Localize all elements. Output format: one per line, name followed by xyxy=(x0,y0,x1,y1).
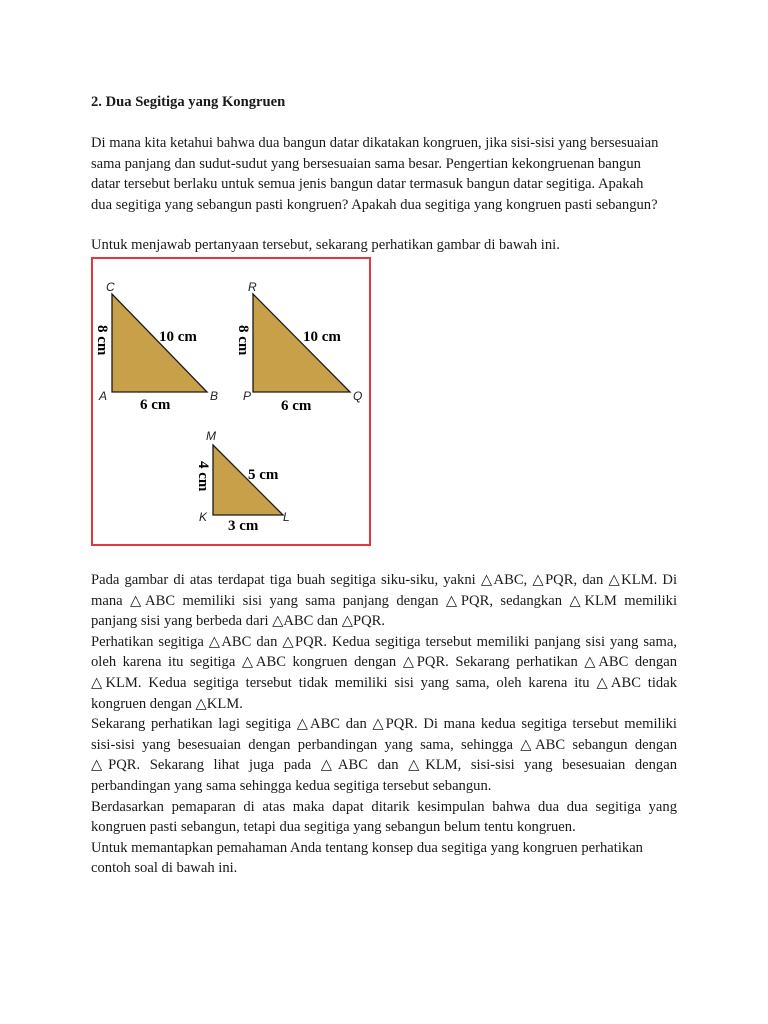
intro-paragraph xyxy=(91,133,677,215)
lead-in-paragraph xyxy=(91,235,677,256)
explanation-line: kongruen pasti sebangun, tetapi dua segitiga yang sebangun belum tentu kongruen. xyxy=(91,819,576,836)
side-label-mk: 4 cm xyxy=(195,461,211,492)
side-label-ml: 5 cm xyxy=(248,467,279,483)
vertex-m: M xyxy=(206,429,216,443)
intro-line: datar tersebut berlaku untuk semua jenis bangun datar termasuk bangun datar segitiga. Apakah xyxy=(91,176,644,193)
vertex-l: L xyxy=(283,510,290,524)
side-label-ab: 6 cm xyxy=(140,397,171,413)
explanation-line: panjang sisi yang berbeda dari △ABC dan △PQR. xyxy=(91,613,386,630)
section-heading: 2. Dua Segitiga yang Kongruen xyxy=(91,94,286,110)
lead-in-text: Untuk menjawab pertanyaan tersebut, sekarang perhatikan gambar di bawah ini. xyxy=(91,237,560,253)
vertex-a: A xyxy=(99,389,108,403)
explanation-line: Pada gambar di atas terdapat tiga buah segitiga siku-siku, yakni △ABC, △PQR, dan △KLM. Di xyxy=(91,572,677,588)
explanation-line: perbandingan yang sama sehingga kedua segitiga tersebut sebangun. xyxy=(91,777,492,794)
vertex-b: B xyxy=(210,389,219,403)
explanation-line: Perhatikan segitiga △ABC dan △PQR. Kedua segitiga tersebut memiliki panjang sisi yang sama, xyxy=(91,633,677,650)
intro-line: sama panjang dan sudut-sudut yang bersesuaian sama besar. Pengertian kekongruenan bangun xyxy=(91,155,641,172)
side-label-rq: 10 cm xyxy=(303,329,341,345)
explanation-line: contoh soal di bawah ini. xyxy=(91,860,238,877)
explanation-paragraph xyxy=(91,570,677,879)
triangles-figure xyxy=(91,257,371,546)
explanation-line: Sekarang perhatikan lagi segitiga △ABC dan △PQR. Di mana kedua segitiga tersebut memiliki xyxy=(91,716,677,733)
intro-line: dua segitiga yang sebangun pasti kongruen? Apakah dua segitiga yang kongruen pasti sebangun? xyxy=(91,196,658,213)
explanation-line: kongruen dengan △KLM. xyxy=(91,695,243,712)
intro-line: Di mana kita ketahui bahwa dua bangun datar dikatakan kongruen, jika sisi-sisi yang bersesuaian xyxy=(91,135,659,151)
triangles-diagram xyxy=(93,259,369,544)
vertex-c: C xyxy=(106,280,115,294)
side-label-rp: 8 cm xyxy=(235,325,251,356)
explanation-line: Untuk memantapkan pemahaman Anda tentang konsep dua segitiga yang kongruen perhatikan xyxy=(91,839,643,856)
explanation-line: △PQR. Sekarang lihat juga pada △ABC dan △KLM, sisi-sisi yang besesuaian dengan xyxy=(91,757,677,774)
vertex-q: Q xyxy=(353,389,363,403)
vertex-p: P xyxy=(243,389,252,403)
side-label-cb: 10 cm xyxy=(159,329,197,345)
explanation-line: Berdasarkan pemaparan di atas maka dapat ditarik kesimpulan bahwa dua dua segitiga yang xyxy=(91,798,677,815)
side-label-pq: 6 cm xyxy=(281,398,312,414)
explanation-line: mana △ABC memiliki sisi yang sama panjang dengan △PQR, sedangkan △KLM memiliki xyxy=(91,592,677,609)
vertex-r: R xyxy=(248,280,257,294)
side-label-kl: 3 cm xyxy=(228,518,259,534)
side-label-ca: 8 cm xyxy=(94,325,110,356)
explanation-line: oleh karena itu segitiga △ABC kongruen dengan △PQR. Sekarang perhatikan △ABC dengan xyxy=(91,654,677,671)
explanation-line: △KLM. Kedua segitiga tersebut tidak memiliki sisi yang sama, oleh karena itu △ABC tidak xyxy=(91,674,677,691)
vertex-k: K xyxy=(199,510,208,524)
explanation-line: sisi-sisi yang besesuaian dengan perbandingan yang sama, sehingga △ABC sebangun dengan xyxy=(91,736,677,753)
